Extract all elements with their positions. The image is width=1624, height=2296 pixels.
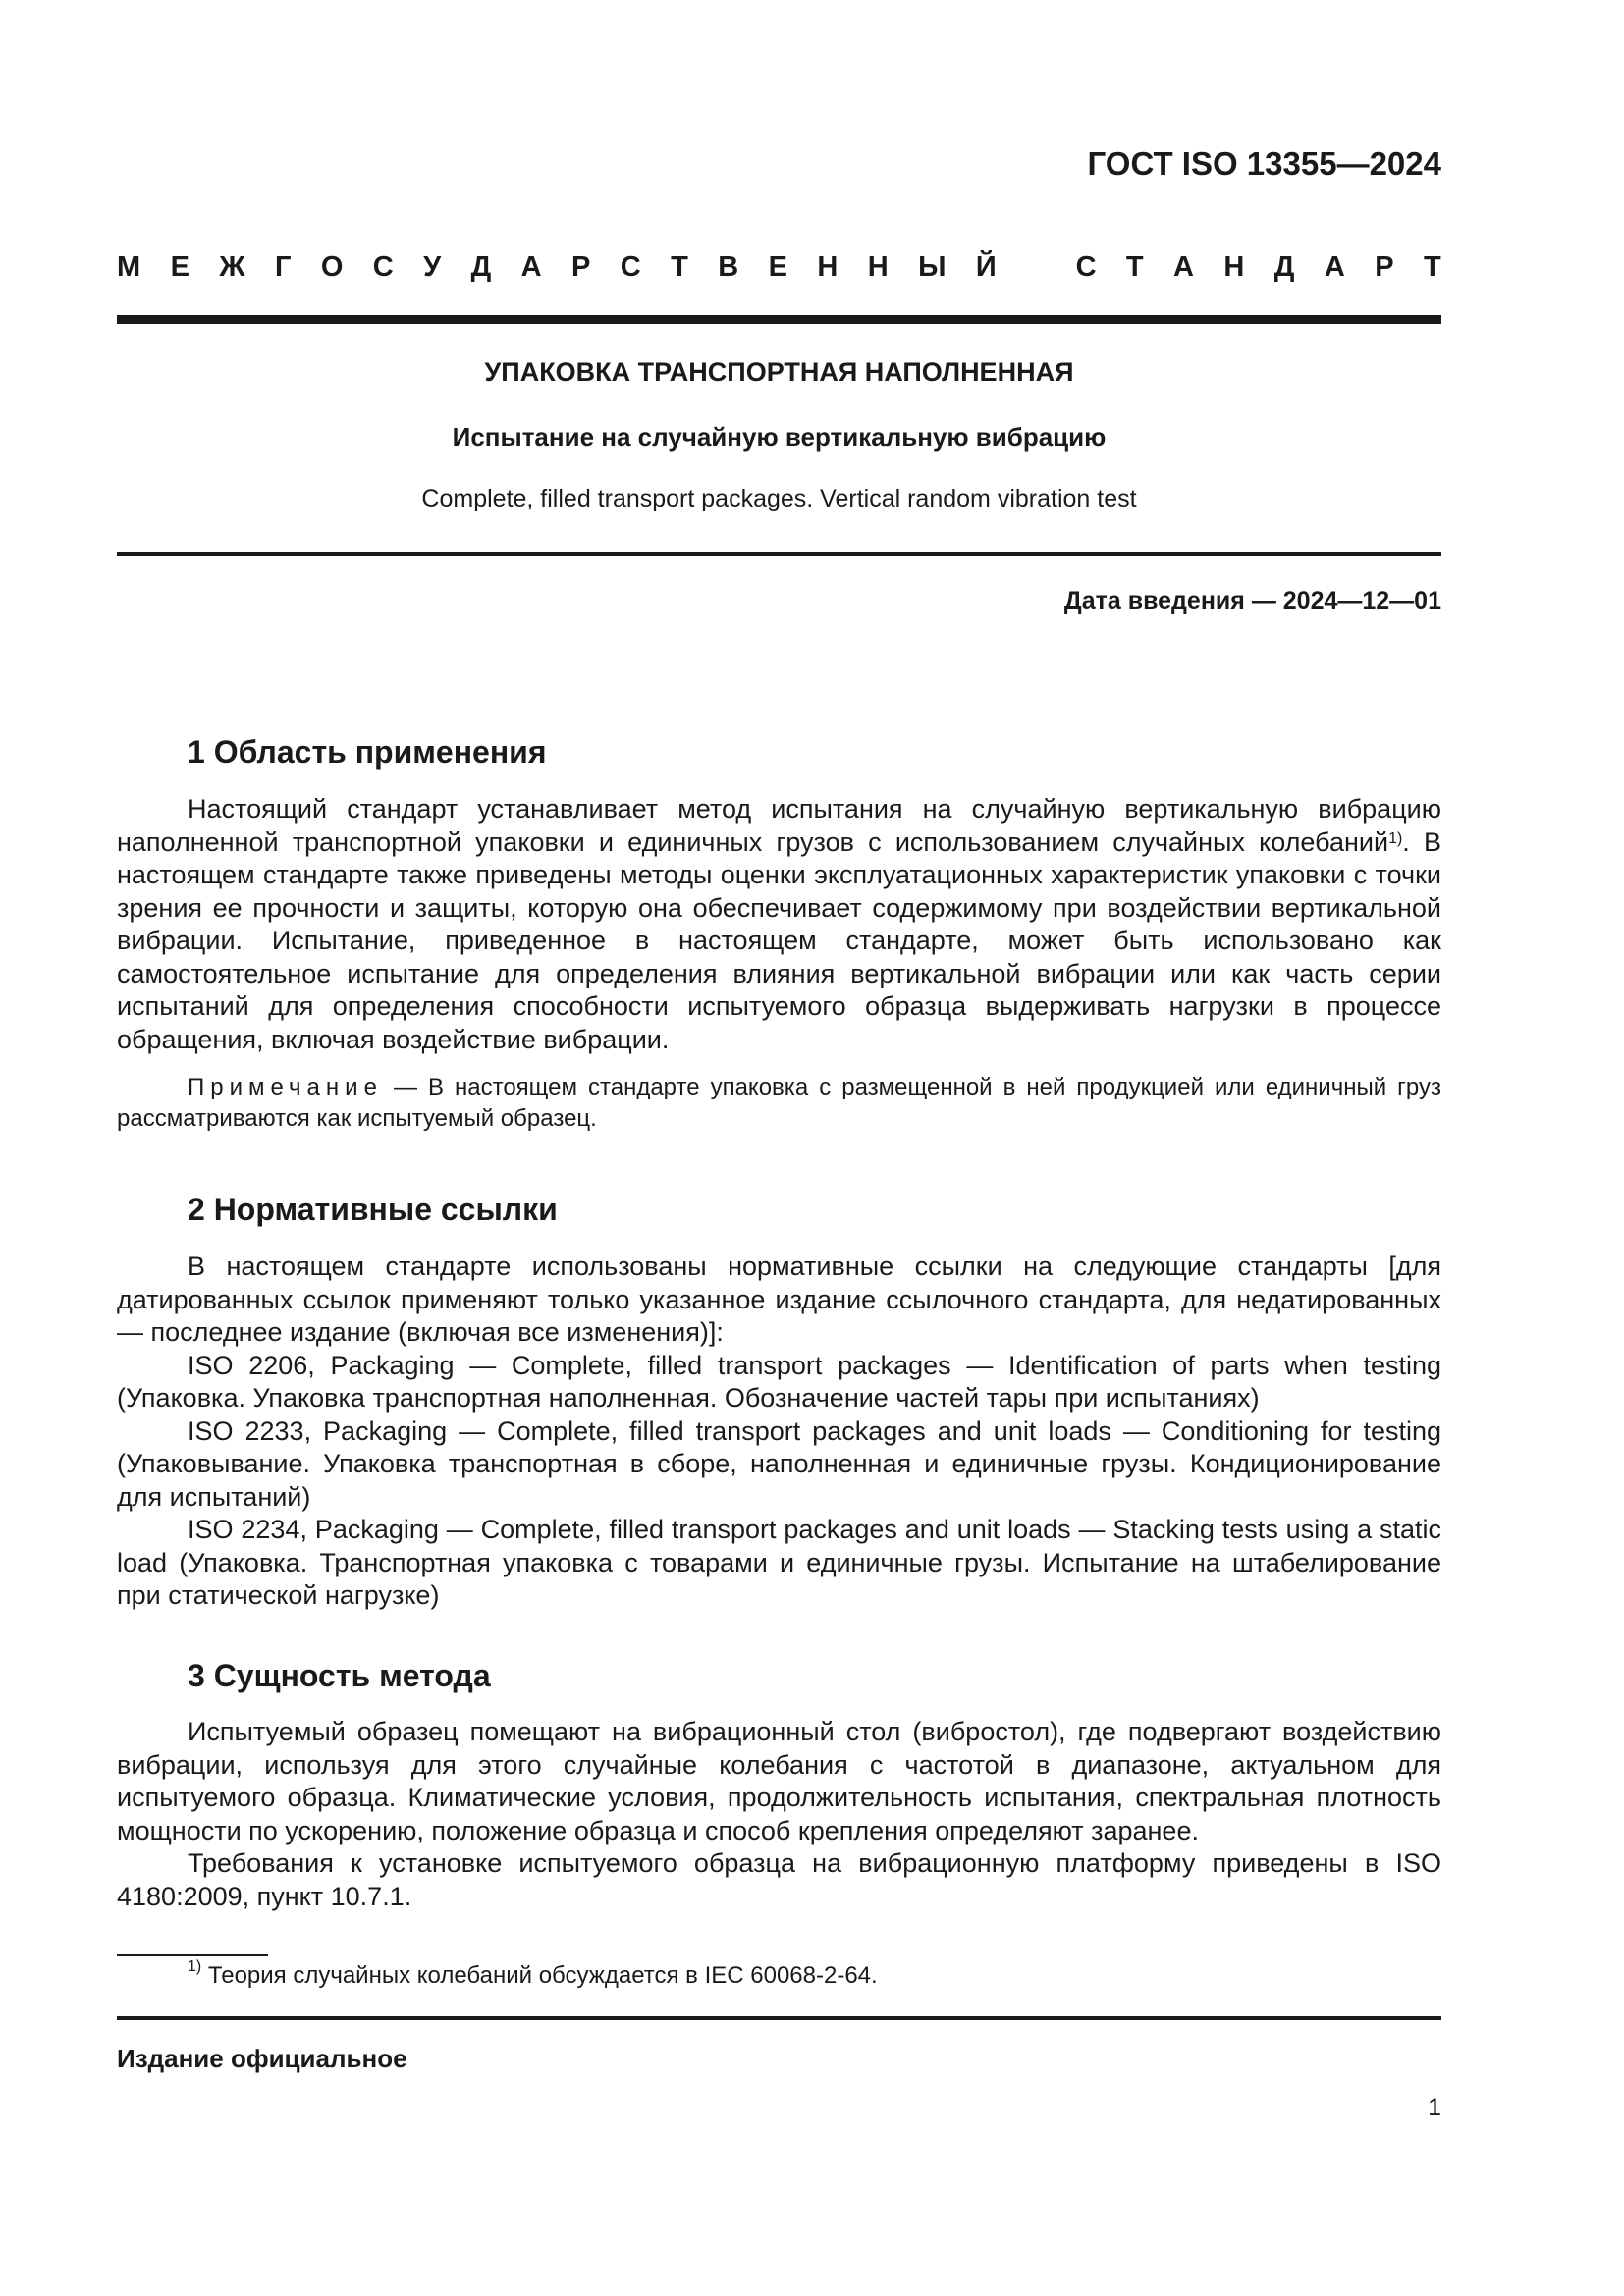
banner-letter: Й [975, 251, 997, 283]
standard-type-banner [117, 251, 1441, 284]
banner-letter: В [718, 251, 739, 283]
banner-letter: А [1173, 251, 1194, 283]
note-text: — В настоящем стандарте упаковка с размещенной в ней продукцией или единичный груз рассматриваются как испытуемый образец. [117, 1074, 1441, 1132]
section-1-text-b: . В настоящем стандарте также приведены методы оценки эксплуатационных характеристик упаковки с точки зрения ее прочности и защиты, которую она обеспечивает содержимому при воздействии вертикальной вибрации. Испытание, приведенное в настоящем стандарте, может быть использовано как самостоятельное испытание для определения влияния вертикальной вибрации или как часть серии испытаний для определения способности испытуемого образца выдерживать нагрузки в процессе обращения, включая воздействие вибрации. [117, 827, 1441, 1054]
document-code: ГОСТ ISO 13355—2024 [1087, 145, 1441, 182]
page-number: 1 [1428, 2094, 1441, 2121]
note-label: Примечание [188, 1074, 383, 1100]
banner-letter: Ж [219, 251, 245, 283]
banner-letter: Н [817, 251, 839, 283]
banner-word-gap [1026, 251, 1046, 284]
section-3-paragraph: Требования к установке испытуемого образца на вибрационную платформу приведены в ISO 4180:2009, пункт 10.7.1. [117, 1848, 1441, 1911]
footnote-ref: 1) [1388, 829, 1403, 847]
effective-date: Дата введения — 2024—12—01 [1063, 587, 1441, 614]
banner-letter: Д [1273, 251, 1295, 283]
document-subtitle: Испытание на случайную вертикальную вибрацию [452, 422, 1107, 452]
banner-letter: Г [274, 251, 292, 283]
banner-letter: Р [1375, 251, 1394, 283]
banner-letter: Д [470, 251, 492, 283]
banner-letter: Т [1423, 251, 1441, 283]
section-2-paragraph: В настоящем стандарте использованы нормативные ссылки на следующие стандарты [для датированных ссылок применяют только указанное издание ссылочного стандарта, для недатированных — последнее издание (включая все изменения)]: [117, 1252, 1441, 1347]
section-1-note [117, 1072, 1441, 1135]
banner-letter: Т [671, 251, 688, 283]
title-rule [117, 552, 1441, 556]
banner-letter: Е [768, 251, 787, 283]
footnote [188, 1958, 878, 1990]
banner-letter: А [520, 251, 542, 283]
banner-letter: А [1324, 251, 1345, 283]
section-3-paragraph: Испытуемый образец помещают на вибрационный стол (вибростол), где подвергают воздействию вибрации, используя для этого случайные колебания с частотой в диапазоне, актуальном для испытуемого образца. Климатические условия, продолжительность испытания, спектральная плотность мощности по ускорению, положение образца и способ крепления определяют заранее. [117, 1717, 1441, 1845]
section-3-heading: 3 Сущность метода [188, 1658, 491, 1693]
banner-letter: Р [571, 251, 591, 283]
footer-rule [117, 2016, 1441, 2020]
banner-letter: С [1075, 251, 1097, 283]
footnote-marker: 1) [188, 1958, 202, 1975]
footnote-text: Теория случайных колебаний обсуждается в IEC 60068-2-64. [201, 1962, 878, 1989]
banner-letter: Н [867, 251, 889, 283]
section-1-body [117, 793, 1441, 1056]
banner-letter: Е [170, 251, 189, 283]
banner-letter: Т [1125, 251, 1144, 283]
reference-iso-2206: ISO 2206, Packaging — Complete, filled transport packages — Identification of parts when testing (Упаковка. Упаковка транспортная наполненная. Обозначение частей тары при испытаниях) [117, 1350, 1441, 1413]
section-1-text-a: Настоящий стандарт устанавливает метод испытания на случайную вертикальную вибрацию наполненной транспортной упаковки и единичных грузов с использованием случайных колебаний [117, 794, 1441, 857]
document-title-english: Complete, filled transport packages. Vertical random vibration test [421, 485, 1137, 512]
banner-letter: М [117, 251, 141, 283]
document-title: УПАКОВКА ТРАНСПОРТНАЯ НАПОЛНЕННАЯ [484, 357, 1074, 387]
banner-letter: Н [1223, 251, 1245, 283]
banner-letter: С [372, 251, 394, 283]
reference-iso-2233: ISO 2233, Packaging — Complete, filled transport packages and unit loads — Conditioning for testing (Упаковывание. Упаковка транспортная в сборе, наполненная и единичные грузы. Кондиционирование для испытаний) [117, 1415, 1441, 1512]
reference-iso-2234: ISO 2234, Packaging — Complete, filled transport packages and unit loads — Stacking tests using a static load (Упаковка. Транспортная упаковка с товарами и единичные грузы. Испытание на штабелирование при статической нагрузке) [117, 1515, 1441, 1610]
banner-letter: Ы [918, 251, 947, 283]
header-rule [117, 315, 1441, 324]
banner-letter: С [620, 251, 641, 283]
banner-letter: У [423, 251, 442, 283]
section-2-heading: 2 Нормативные ссылки [188, 1192, 558, 1227]
section-1-heading: 1 Область применения [188, 734, 547, 770]
banner-letter: О [320, 251, 344, 283]
footnote-separator [117, 1954, 268, 1956]
edition-label: Издание официальное [117, 2044, 407, 2073]
section-2-body [117, 1251, 1441, 1613]
section-3-body [117, 1716, 1441, 1913]
